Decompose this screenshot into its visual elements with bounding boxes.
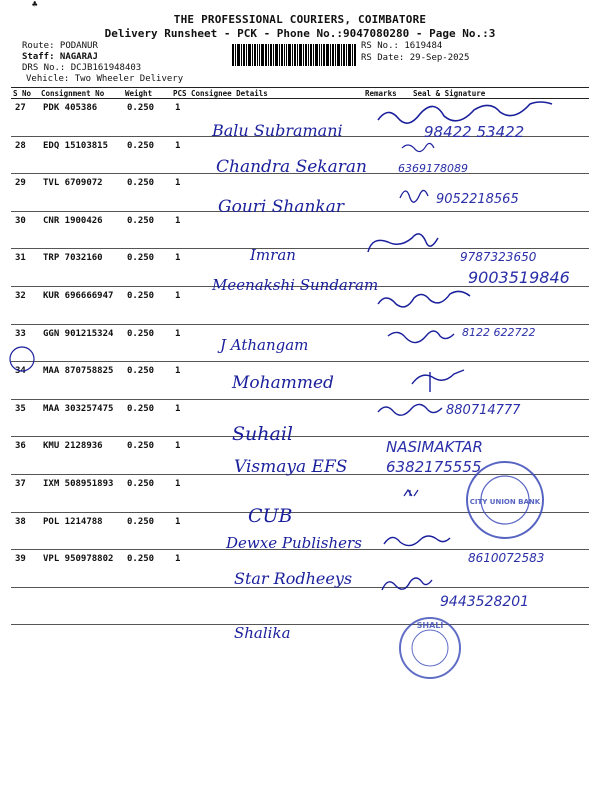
table-row — [11, 512, 589, 550]
cell-consignee-details — [189, 286, 363, 324]
consignee-hw-35: Suhail — [232, 423, 293, 445]
staff-label: Staff: NAGARAJ — [22, 52, 98, 62]
header-consignee: Consignee Details — [189, 88, 363, 99]
cell-weight: 0.250 — [123, 512, 171, 550]
consignee-hw-extra: Shalika — [234, 624, 291, 642]
consignee-hw-34: Mohammed — [232, 373, 334, 393]
cell-signature — [403, 286, 589, 324]
cell-sno: 31 — [11, 249, 39, 287]
table-row — [11, 99, 589, 137]
header-signature: Seal & Signature — [403, 88, 589, 99]
cell-sno: 33 — [11, 324, 39, 362]
header-sno: S No — [11, 88, 39, 99]
consignee-hw-39: Star Rodheeys — [234, 569, 353, 588]
cell-consignment: IXM 508951893 — [39, 474, 123, 512]
cell-signature — [403, 249, 589, 287]
cell-consignment — [39, 587, 123, 625]
cell-consignee-details — [189, 174, 363, 212]
table-row — [11, 474, 589, 512]
cell-consignment: EDQ 15103815 — [39, 136, 123, 174]
rs-date: RS Date: 29-Sep-2025 — [361, 53, 470, 63]
consignee-hw-28: Chandra Sekaran — [216, 157, 367, 177]
table-row — [11, 399, 589, 437]
cell-signature — [403, 587, 589, 625]
consignee-hw-36: Vismaya EFS — [234, 457, 348, 477]
cell-consignee-details — [189, 512, 363, 550]
consignee-hw-33: J Athangam — [220, 336, 309, 354]
cell-sno: 29 — [11, 174, 39, 212]
cell-sno: 34 — [11, 362, 39, 400]
cell-pcs: 1 — [171, 399, 189, 437]
bank-seal-text: CITY UNION BANK — [469, 498, 541, 506]
sign-note-27: 98422 53422 — [424, 123, 525, 141]
route-label: Route: PODANUR — [22, 41, 98, 51]
shalika-seal-text: SHALI — [416, 621, 444, 630]
table-row — [11, 550, 589, 588]
cell-consignee-details — [189, 550, 363, 588]
sign-note-36: 6382175555 — [386, 458, 482, 476]
cell-consignee-details — [189, 587, 363, 625]
cell-pcs: 1 — [171, 136, 189, 174]
cell-remarks — [363, 550, 403, 588]
cell-consignee-details — [189, 362, 363, 400]
sign-note-30: 9787323650 — [460, 250, 537, 264]
cell-remarks — [363, 324, 403, 362]
cell-pcs: 1 — [171, 249, 189, 287]
cell-remarks — [363, 474, 403, 512]
cell-sno: 28 — [11, 136, 39, 174]
header-weight: Weight — [123, 88, 171, 99]
cell-pcs: 1 — [171, 474, 189, 512]
runsheet-table — [11, 87, 589, 625]
cell-consignment: MAA 303257475 — [39, 399, 123, 437]
barcode-image — [232, 44, 356, 66]
cell-consignment: KMU 2128936 — [39, 437, 123, 475]
cell-sno: 35 — [11, 399, 39, 437]
consignee-hw-37: CUB — [248, 505, 293, 527]
table-header-row — [11, 88, 589, 99]
cell-weight: 0.250 — [123, 474, 171, 512]
consignee-hw-30: Imran — [250, 246, 296, 264]
cell-signature — [403, 399, 589, 437]
cell-remarks — [363, 399, 403, 437]
cell-sno: 36 — [11, 437, 39, 475]
runsheet-subtitle: Delivery Runsheet - PCK - Phone No.:9047080280 - Page No.:3 — [104, 27, 496, 40]
cell-remarks — [363, 362, 403, 400]
cell-remarks — [363, 437, 403, 475]
cell-sno: 38 — [11, 512, 39, 550]
cell-sno: 27 — [11, 99, 39, 137]
cell-pcs: 1 — [171, 174, 189, 212]
cell-weight: 0.250 — [123, 399, 171, 437]
consignee-hw-29: Gouri Shankar — [218, 197, 344, 217]
cell-signature — [403, 211, 589, 249]
sign-note-32: 8122 622722 — [462, 326, 536, 339]
cell-weight: 0.250 — [123, 286, 171, 324]
shalika-seal-stamp — [400, 618, 460, 678]
sign-note-31: 9003519846 — [468, 268, 570, 287]
cell-consignment: VPL 950978802 — [39, 550, 123, 588]
consignee-hw-31: Meenakshi Sundaram — [212, 276, 379, 294]
table-row — [11, 324, 589, 362]
cell-consignee-details — [189, 211, 363, 249]
header-pcs: PCS — [171, 88, 189, 99]
vehicle-label: Vehicle: Two Wheeler Delivery — [26, 74, 184, 84]
consignee-hw-38: Dewxe Publishers — [226, 534, 362, 552]
table-row — [11, 587, 589, 625]
cell-consignment: TVL 6709072 — [39, 174, 123, 212]
cell-consignee-details — [189, 136, 363, 174]
sign-note-39: 9443528201 — [440, 594, 530, 610]
cell-pcs: 1 — [171, 211, 189, 249]
cell-weight: 0.250 — [123, 249, 171, 287]
rs-number: RS No.: 1619484 — [361, 41, 443, 51]
cell-consignment: KUR 696666947 — [39, 286, 123, 324]
cell-consignee-details — [189, 99, 363, 137]
cell-remarks — [363, 512, 403, 550]
cell-pcs: 1 — [171, 437, 189, 475]
cell-remarks — [363, 211, 403, 249]
cell-sno — [11, 587, 39, 625]
cell-remarks — [363, 99, 403, 137]
sign-note-35: NASIMAKTAR — [386, 438, 483, 456]
sign-note-34: 880714777 — [446, 403, 521, 418]
cell-consignment: PDK 405386 — [39, 99, 123, 137]
cell-consignee-details — [189, 399, 363, 437]
cell-signature — [403, 99, 589, 137]
cell-consignment: TRP 7032160 — [39, 249, 123, 287]
cell-sno: 39 — [11, 550, 39, 588]
cell-consignment: CNR 1900426 — [39, 211, 123, 249]
corner-mark: ♣ — [32, 0, 38, 10]
consignee-hw-27: Balu Subramani — [212, 121, 343, 140]
cell-weight: 0.250 — [123, 99, 171, 137]
cell-consignment: GGN 901215324 — [39, 324, 123, 362]
cell-weight: 0.250 — [123, 174, 171, 212]
table-row — [11, 211, 589, 249]
table-row — [11, 437, 589, 475]
cell-pcs: 1 — [171, 550, 189, 588]
cell-weight — [123, 587, 171, 625]
cell-pcs: 1 — [171, 362, 189, 400]
cell-weight: 0.250 — [123, 437, 171, 475]
cell-signature — [403, 512, 589, 550]
table-row — [11, 174, 589, 212]
table-row — [11, 249, 589, 287]
cell-consignment: POL 1214788 — [39, 512, 123, 550]
table-row — [11, 136, 589, 174]
cell-remarks — [363, 587, 403, 625]
cell-signature — [403, 474, 589, 512]
cell-sno: 30 — [11, 211, 39, 249]
cell-consignee-details — [189, 474, 363, 512]
cell-weight: 0.250 — [123, 550, 171, 588]
cell-sno: 32 — [11, 286, 39, 324]
table-row — [11, 362, 589, 400]
cell-pcs: 1 — [171, 99, 189, 137]
cell-signature — [403, 136, 589, 174]
sign-note-29: 9052218565 — [436, 192, 519, 207]
cell-signature — [403, 550, 589, 588]
sign-note-28: 6369178089 — [398, 162, 468, 175]
table-row — [11, 286, 589, 324]
cell-pcs: 1 — [171, 512, 189, 550]
cell-remarks — [363, 286, 403, 324]
sign-note-38: 8610072583 — [468, 551, 545, 565]
cell-pcs: 1 — [171, 324, 189, 362]
cell-consignee-details — [189, 324, 363, 362]
cell-weight: 0.250 — [123, 136, 171, 174]
drs-number: DRS No.: DCJB161948403 — [22, 63, 142, 73]
cell-signature — [403, 362, 589, 400]
header-consignment: Consignment No — [39, 88, 123, 99]
cell-consignee-details — [189, 249, 363, 287]
cell-remarks — [363, 249, 403, 287]
cell-signature — [403, 437, 589, 475]
cell-signature — [403, 324, 589, 362]
cell-consignment: MAA 870758825 — [39, 362, 123, 400]
cell-remarks — [363, 136, 403, 174]
cell-pcs: 1 — [171, 286, 189, 324]
cell-weight: 0.250 — [123, 362, 171, 400]
cell-weight: 0.250 — [123, 324, 171, 362]
header-remarks: Remarks — [363, 88, 403, 99]
cell-pcs — [171, 587, 189, 625]
company-title: THE PROFESSIONAL COURIERS, COIMBATORE — [173, 13, 427, 26]
cell-weight: 0.250 — [123, 211, 171, 249]
cell-consignee-details — [189, 437, 363, 475]
cell-signature — [403, 174, 589, 212]
cell-sno: 37 — [11, 474, 39, 512]
cell-remarks — [363, 174, 403, 212]
